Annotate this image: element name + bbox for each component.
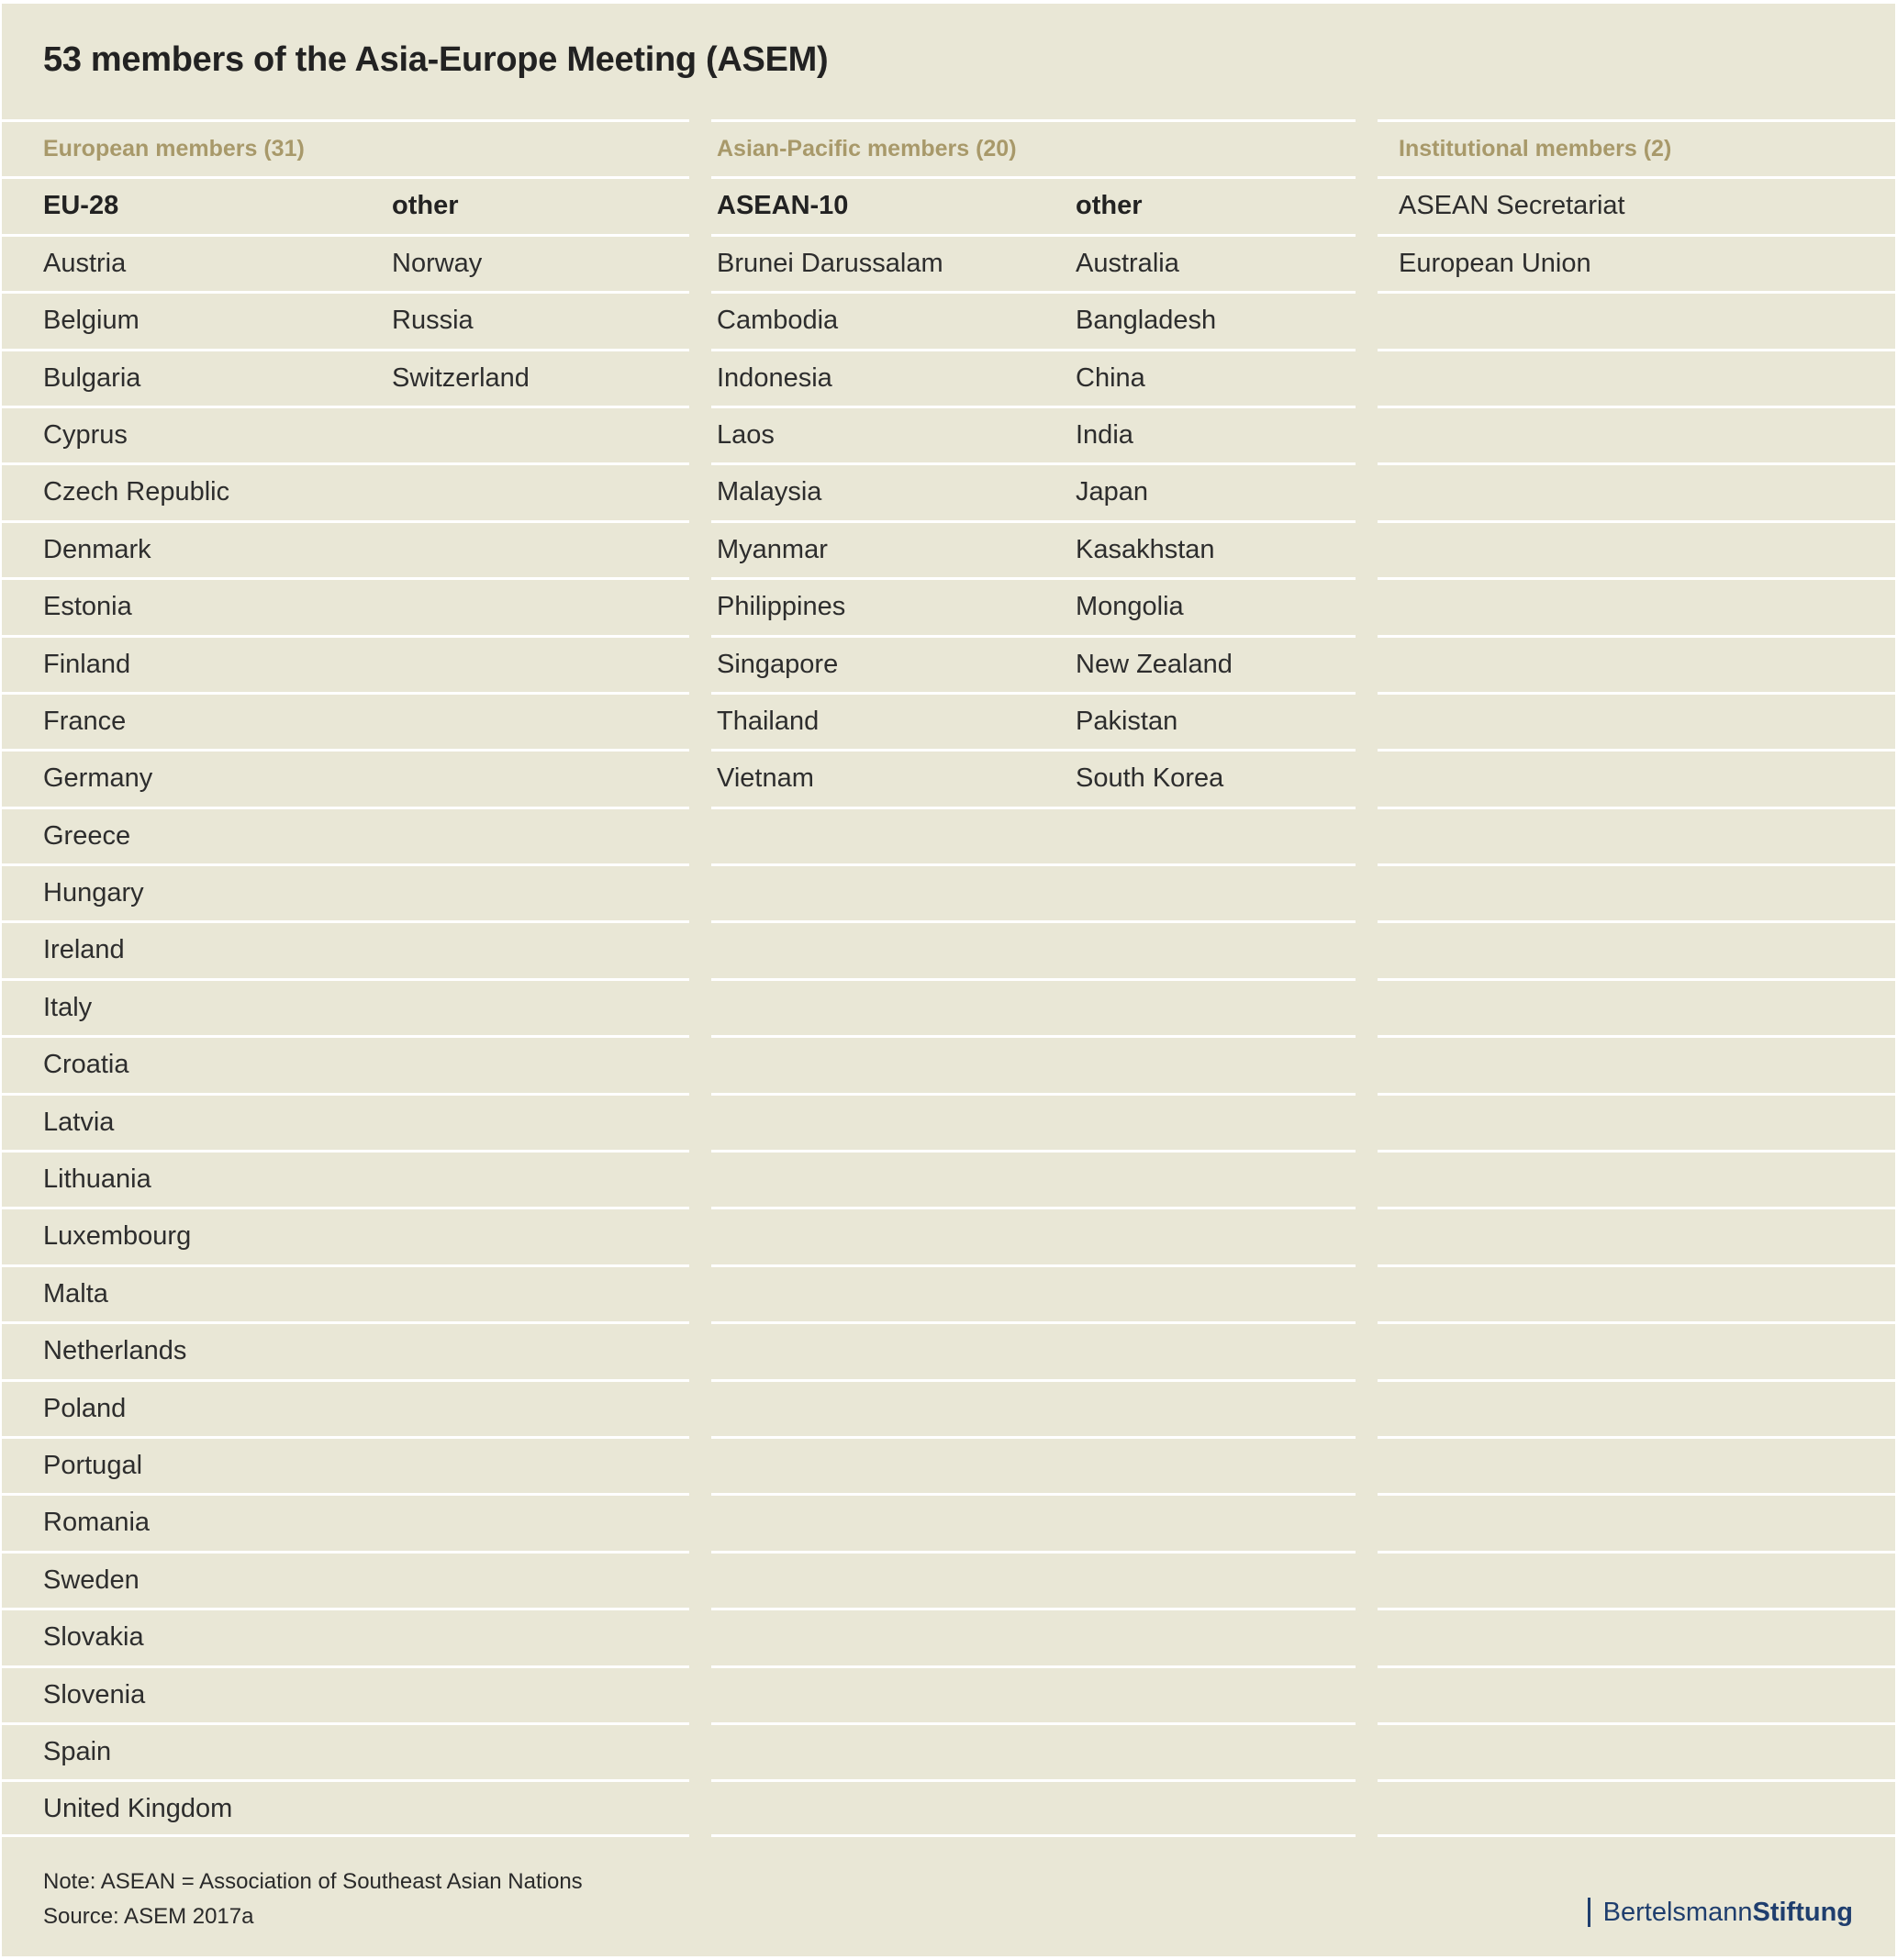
european-other-member: Russia	[392, 306, 474, 336]
european-member: Italy	[43, 992, 93, 1022]
table-row	[2, 577, 689, 634]
table-row	[711, 978, 1356, 1035]
bertelsmann-stiftung-logo	[1588, 1897, 1853, 1928]
table-row	[1378, 749, 1895, 806]
european-member: United Kingdom	[43, 1794, 233, 1824]
table-row	[2, 1379, 689, 1436]
asian-pacific-other-member: China	[1076, 362, 1145, 393]
table-row	[1378, 1493, 1895, 1550]
table-row	[1378, 176, 1895, 233]
european-col2-header: other	[392, 191, 459, 221]
asian-pacific-other-member: Japan	[1076, 477, 1149, 507]
asian-pacific-other-member: Kasakhstan	[1076, 534, 1215, 564]
asian-pacific-members-column	[711, 119, 1356, 1837]
table-row	[2, 462, 689, 519]
european-member: Poland	[43, 1393, 127, 1423]
table-row	[1378, 1551, 1895, 1608]
asian-pacific-member: Brunei Darussalam	[717, 248, 943, 278]
european-member: Ireland	[43, 935, 125, 965]
table-row	[2, 1779, 689, 1836]
table-row	[1378, 349, 1895, 406]
table-row	[2, 520, 689, 577]
institutional-member: European Union	[1399, 248, 1591, 278]
asian-pacific-member: Thailand	[717, 706, 820, 736]
table-row	[711, 462, 1356, 519]
european-other-member: Norway	[392, 248, 483, 278]
table-row	[2, 1436, 689, 1493]
table-row	[1378, 1779, 1895, 1836]
table-row	[2, 234, 689, 291]
asian-pacific-member: Vietnam	[717, 763, 814, 794]
institutional-members-column	[1378, 119, 1895, 1837]
table-row	[2, 1093, 689, 1150]
table-row	[1378, 1436, 1895, 1493]
table-row	[1378, 1093, 1895, 1150]
table-row	[1378, 1608, 1895, 1665]
table-row	[2, 692, 689, 749]
table-row	[711, 520, 1356, 577]
table-row	[711, 1493, 1356, 1550]
table-row	[711, 234, 1356, 291]
infographic-card	[2, 4, 1895, 1956]
table-row	[1378, 692, 1895, 749]
table-row	[2, 1722, 689, 1779]
table-row	[1378, 462, 1895, 519]
logo-text-part2: Stiftung	[1752, 1897, 1853, 1927]
european-member: Romania	[43, 1508, 151, 1538]
table-row	[1378, 807, 1895, 863]
table-row	[711, 1035, 1356, 1092]
table-row	[2, 978, 689, 1035]
asian-pacific-other-member: Pakistan	[1076, 706, 1178, 736]
european-group-label: European members (31)	[43, 136, 305, 161]
european-member: Slovakia	[43, 1622, 144, 1653]
european-member: Netherlands	[43, 1336, 187, 1366]
table-row	[711, 807, 1356, 863]
table-row	[711, 349, 1356, 406]
table-row	[711, 1608, 1356, 1665]
asian-pacific-col1-header: ASEAN-10	[717, 191, 849, 221]
asian-pacific-other-member: Australia	[1076, 248, 1179, 278]
table-row	[1378, 406, 1895, 462]
footnote: Note: ASEAN = Association of Southeast Asian Nations	[43, 1869, 583, 1894]
table-row	[2, 349, 689, 406]
european-member: Greece	[43, 820, 131, 851]
european-member: Bulgaria	[43, 362, 141, 393]
asian-pacific-member: Singapore	[717, 649, 839, 679]
european-member: Sweden	[43, 1565, 139, 1595]
european-other-member: Switzerland	[392, 362, 530, 393]
table-row	[2, 1035, 689, 1092]
asian-pacific-member: Myanmar	[717, 534, 828, 564]
asian-pacific-group-label-row	[711, 119, 1356, 176]
european-group-label-row	[2, 119, 689, 176]
table-row	[1378, 863, 1895, 920]
european-member: Belgium	[43, 306, 139, 336]
asian-pacific-header-row	[711, 176, 1356, 233]
table-row	[711, 920, 1356, 977]
european-member: Spain	[43, 1736, 112, 1766]
european-member: Germany	[43, 763, 153, 794]
institutional-group-label-row	[1378, 119, 1895, 176]
european-member: Cyprus	[43, 419, 128, 450]
european-member: Hungary	[43, 878, 144, 908]
table-row	[2, 863, 689, 920]
table-row	[2, 1665, 689, 1722]
asian-pacific-member: Cambodia	[717, 306, 839, 336]
table-row	[711, 1264, 1356, 1321]
european-member: Estonia	[43, 592, 132, 622]
asian-pacific-member: Indonesia	[717, 362, 832, 393]
table-row	[711, 1321, 1356, 1378]
table-row	[711, 1779, 1356, 1836]
table-row	[711, 1093, 1356, 1150]
table-row	[711, 1207, 1356, 1264]
table-row	[1378, 234, 1895, 291]
asian-pacific-other-member: South Korea	[1076, 763, 1224, 794]
table-row	[711, 635, 1356, 692]
european-member: Finland	[43, 649, 131, 679]
table-row	[1378, 1035, 1895, 1092]
table-row	[1378, 577, 1895, 634]
table-row	[711, 406, 1356, 462]
european-header-row	[2, 176, 689, 233]
table-row	[2, 1207, 689, 1264]
table-row	[711, 291, 1356, 348]
european-members-column	[2, 119, 689, 1837]
european-member: Latvia	[43, 1107, 115, 1137]
table-row	[711, 1150, 1356, 1207]
asian-pacific-member: Philippines	[717, 592, 846, 622]
asian-pacific-group-label: Asian-Pacific members (20)	[717, 136, 1017, 161]
institutional-group-label: Institutional members (2)	[1399, 136, 1672, 161]
table-row	[2, 1321, 689, 1378]
european-col1-header: EU-28	[43, 191, 119, 221]
asian-pacific-other-member: Mongolia	[1076, 592, 1184, 622]
table-row	[1378, 1264, 1895, 1321]
table-row	[2, 920, 689, 977]
table-row	[2, 807, 689, 863]
european-member: Czech Republic	[43, 477, 230, 507]
european-member: Malta	[43, 1278, 108, 1309]
table-row	[2, 749, 689, 806]
european-member: Austria	[43, 248, 127, 278]
table-row	[2, 1608, 689, 1665]
table-row	[711, 577, 1356, 634]
table-row	[1378, 635, 1895, 692]
table-row	[711, 1436, 1356, 1493]
european-member: Portugal	[43, 1450, 143, 1480]
logo-text-part1: Bertelsmann	[1602, 1897, 1753, 1927]
european-member: Denmark	[43, 534, 151, 564]
logo-bar	[1588, 1898, 1590, 1927]
asian-pacific-member: Laos	[717, 419, 775, 450]
asian-pacific-other-member: Bangladesh	[1076, 306, 1217, 336]
asian-pacific-other-member: India	[1076, 419, 1133, 450]
table-row	[1378, 1665, 1895, 1722]
table-row	[2, 635, 689, 692]
table-row	[711, 1551, 1356, 1608]
table-row	[711, 692, 1356, 749]
table-row	[1378, 1722, 1895, 1779]
table-row	[711, 863, 1356, 920]
table-row	[1378, 978, 1895, 1035]
asian-pacific-member: Malaysia	[717, 477, 822, 507]
table-row	[1378, 920, 1895, 977]
table-row	[2, 1264, 689, 1321]
table-row	[1378, 1321, 1895, 1378]
table-row	[1378, 520, 1895, 577]
table-row	[1378, 1379, 1895, 1436]
table-row	[2, 406, 689, 462]
table-row	[1378, 291, 1895, 348]
source-line: Source: ASEM 2017a	[43, 1904, 254, 1929]
asian-pacific-col2-header: other	[1076, 191, 1143, 221]
table-row	[2, 1551, 689, 1608]
table-row	[1378, 1150, 1895, 1207]
european-member: Lithuania	[43, 1164, 151, 1195]
institutional-member: ASEAN Secretariat	[1399, 191, 1625, 221]
european-member: France	[43, 706, 127, 736]
page-title: 53 members of the Asia-Europe Meeting (ASEM)	[43, 40, 829, 79]
european-member: Slovenia	[43, 1679, 146, 1709]
table-row	[2, 291, 689, 348]
european-member: Luxembourg	[43, 1221, 192, 1252]
table-row	[711, 1722, 1356, 1779]
table-row	[711, 749, 1356, 806]
asian-pacific-other-member: New Zealand	[1076, 649, 1233, 679]
table-row	[711, 1665, 1356, 1722]
european-member: Croatia	[43, 1050, 129, 1080]
table-row	[711, 1379, 1356, 1436]
table-row	[2, 1493, 689, 1550]
table-row	[2, 1150, 689, 1207]
table-row	[1378, 1207, 1895, 1264]
